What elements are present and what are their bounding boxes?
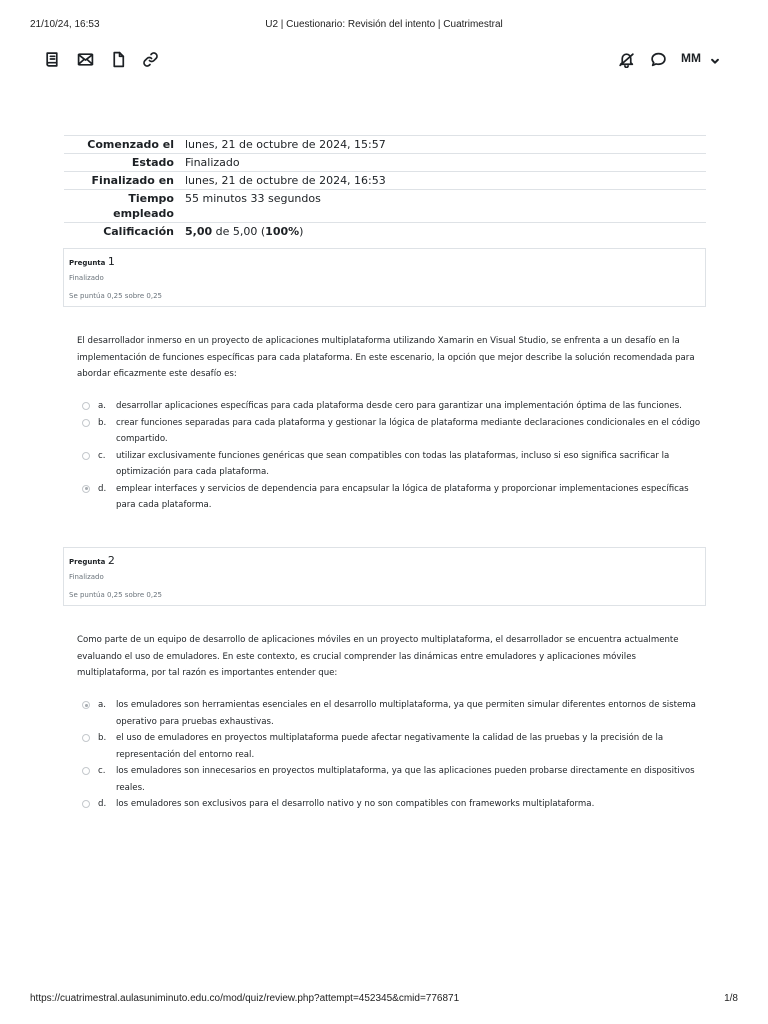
chat-icon[interactable] — [647, 48, 669, 70]
summary-label: Tiempo empleado — [113, 192, 174, 220]
bell-icon[interactable] — [615, 48, 637, 70]
attempt-summary-table — [64, 135, 706, 240]
grade-score: 5,00 — [185, 225, 213, 238]
mail-icon[interactable] — [74, 48, 96, 70]
question-state: Finalizado — [69, 274, 104, 282]
answer-option-selected[interactable] — [82, 697, 702, 730]
radio-button[interactable] — [82, 402, 90, 410]
top-navbar — [0, 48, 768, 74]
print-header — [0, 19, 768, 33]
grade-end: ) — [299, 225, 304, 238]
summary-label: Calificación — [103, 225, 174, 238]
answer-text: utilizar exclusivamente funciones genéricas que sean compatibles con todas las plataformas, incluso si eso significa sacrificar la optimización para cada plataforma. — [116, 450, 670, 477]
print-title: U2 | Cuestionario: Revisión del intento | Cuatrimestral — [265, 19, 503, 30]
answer-option[interactable] — [82, 398, 702, 415]
question-2-info — [63, 547, 706, 606]
answer-text: los emuladores son herramientas esenciales en el desarrollo multiplataforma, ya que permiten simular diferentes entornos de sistema operativo para pruebas exhaustivas. — [116, 700, 696, 727]
question-1-info — [63, 248, 706, 307]
radio-button[interactable] — [82, 452, 90, 460]
question-label: Pregunta — [69, 558, 106, 566]
summary-value: Finalizado — [185, 156, 240, 169]
question-title — [69, 554, 115, 567]
answer-option[interactable] — [82, 448, 702, 481]
summary-row-state — [64, 154, 706, 172]
summary-row-started — [64, 136, 706, 154]
summary-label: Comenzado el — [87, 138, 174, 151]
grade-percent: 100% — [265, 225, 300, 238]
radio-button-checked[interactable] — [82, 485, 90, 493]
answer-letter: d. — [98, 799, 107, 809]
answer-option[interactable] — [82, 415, 702, 448]
print-page-number: 1/8 — [724, 993, 738, 1004]
answer-letter: b. — [98, 417, 107, 428]
summary-value: lunes, 21 de octubre de 2024, 15:57 — [185, 138, 386, 151]
question-2-text: Como parte de un equipo de desarrollo de aplicaciones móviles en un proyecto multiplataforma, el desarrollador se encuentra actualmente evaluando el uso de emuladores. En este contexto, es crucial comprender las dinámicas entre emuladores y aplicaciones móviles multiplataforma, por tal razón es importantes entender que: — [77, 635, 679, 678]
print-footer — [0, 993, 768, 1007]
answer-letter: a. — [98, 700, 106, 710]
question-label: Pregunta — [69, 259, 106, 267]
radio-button-checked[interactable] — [82, 701, 90, 709]
answer-option[interactable] — [82, 763, 702, 796]
answer-text: emplear interfaces y servicios de dependencia para encapsular la lógica de plataforma y proporcionar implementaciones específicas para cada plataforma. — [116, 483, 689, 510]
answer-option-selected[interactable] — [82, 481, 702, 514]
question-state: Finalizado — [69, 573, 104, 581]
radio-button[interactable] — [82, 767, 90, 775]
question-2-answers — [82, 697, 702, 813]
user-initials[interactable]: MM — [681, 51, 701, 65]
answer-option[interactable] — [82, 730, 702, 763]
summary-value — [180, 223, 706, 241]
question-1-answers — [82, 398, 702, 514]
answer-letter: a. — [98, 401, 106, 411]
file-icon[interactable] — [107, 48, 129, 70]
answer-letter: d. — [98, 483, 107, 494]
answer-letter: c. — [98, 766, 106, 776]
answer-text: crear funciones separadas para cada plataforma y gestionar la lógica de plataforma mediante declaraciones condicionales en el código compartido. — [116, 417, 701, 444]
summary-label: Finalizado en — [91, 174, 174, 187]
summary-row-time — [64, 190, 706, 223]
question-number: 1 — [107, 255, 115, 268]
answer-text: los emuladores son exclusivos para el desarrollo nativo y no son compatibles con frameworks multiplataforma. — [116, 799, 595, 809]
summary-row-grade — [64, 223, 706, 241]
question-number: 2 — [107, 554, 115, 567]
question-title — [69, 255, 115, 268]
answer-text: desarrollar aplicaciones específicas para cada plataforma desde cero para garantizar una implementación óptima de las funciones. — [116, 401, 682, 411]
answer-letter: c. — [98, 450, 106, 461]
radio-button[interactable] — [82, 800, 90, 808]
answer-text: el uso de emuladores en proyectos multiplataforma puede afectar negativamente la calidad de las pruebas y la precisión de la representación del entorno real. — [116, 733, 664, 760]
book-icon[interactable] — [41, 48, 63, 70]
print-datetime: 21/10/24, 16:53 — [30, 19, 100, 30]
chevron-down-icon[interactable] — [710, 51, 724, 67]
link-icon[interactable] — [139, 48, 161, 70]
print-url: https://cuatrimestral.aulasuniminuto.edu.co/mod/quiz/review.php?attempt=452345&cmid=776871 — [30, 993, 460, 1004]
grade-mid: de 5,00 ( — [212, 225, 266, 238]
summary-label: Estado — [131, 156, 174, 169]
answer-letter: b. — [98, 733, 107, 743]
radio-button[interactable] — [82, 419, 90, 427]
question-grade: Se puntúa 0,25 sobre 0,25 — [69, 591, 163, 599]
question-grade: Se puntúa 0,25 sobre 0,25 — [69, 292, 163, 300]
answer-text: los emuladores son innecesarios en proyectos multiplataforma, ya que las aplicaciones pueden probarse directamente en dispositivos reales. — [116, 766, 695, 793]
answer-option[interactable] — [82, 796, 702, 813]
summary-value: 55 minutos 33 segundos — [185, 192, 321, 205]
radio-button[interactable] — [82, 734, 90, 742]
summary-value: lunes, 21 de octubre de 2024, 16:53 — [185, 174, 386, 187]
summary-row-finished — [64, 172, 706, 190]
question-1-text: El desarrollador inmerso en un proyecto de aplicaciones multiplataforma utilizando Xamarin en Visual Studio, se enfrenta a un desafío en la implementación de funciones específicas para cada plataforma. En este escenario, la opción que mejor describe la solución recomendada para abordar eficazmente este desafío es: — [77, 336, 695, 379]
